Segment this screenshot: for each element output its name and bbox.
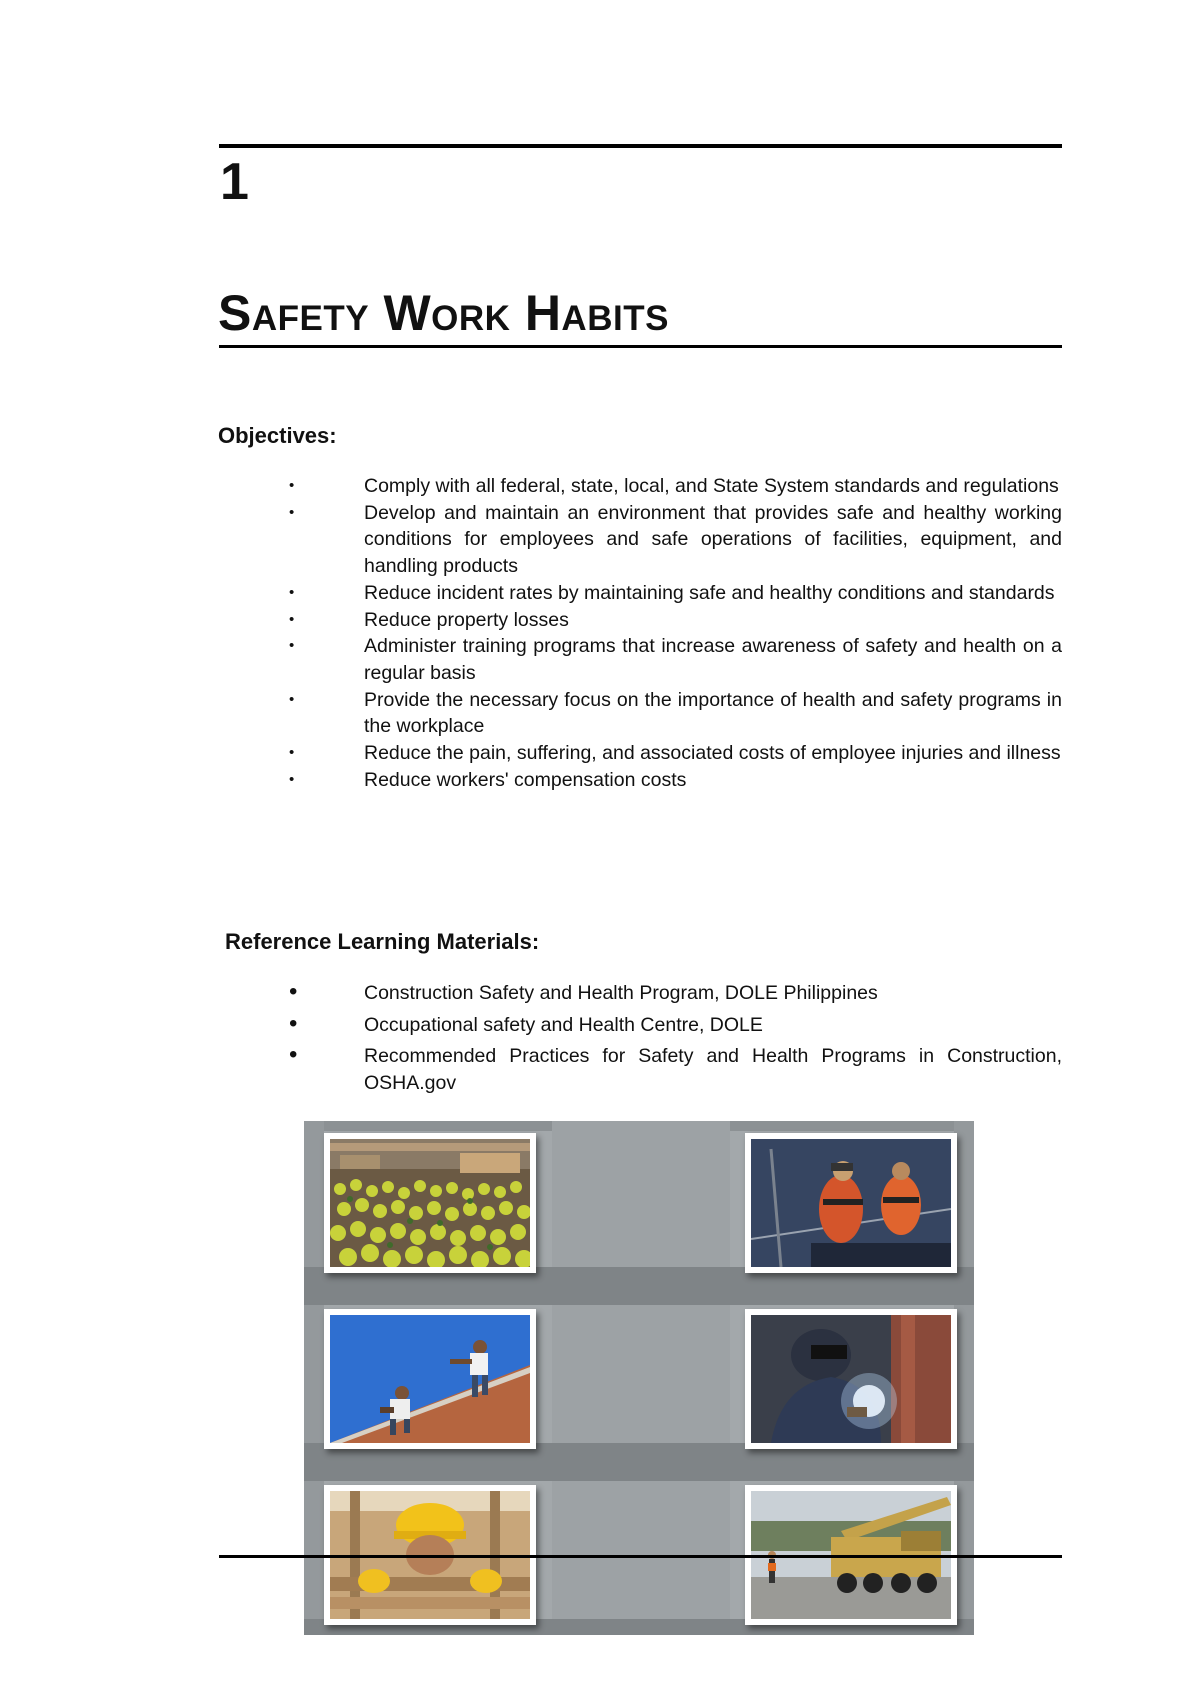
objective-text: Reduce workers' compensation costs	[364, 768, 687, 791]
objective-text: Comply with all federal, state, local, and State System standards and regulations	[364, 475, 1059, 497]
reference-item	[280, 1043, 1062, 1096]
bullet-icon: •	[289, 637, 295, 655]
objective-text: Reduce incident rates by maintaining safe and healthy conditions and standards	[364, 581, 1055, 604]
page-bottom-rule	[219, 1555, 1062, 1558]
chapter-title-rule	[219, 345, 1062, 348]
objective-text: Reduce property losses	[364, 608, 569, 631]
chapter-top-rule	[219, 144, 1062, 148]
objective-item	[280, 607, 1062, 634]
bullet-icon: •	[289, 1041, 298, 1069]
reference-text: Occupational safety and Health Centre, DOLE	[364, 1013, 763, 1036]
reference-item	[280, 1009, 1062, 1039]
objectives-heading: Objectives:	[218, 423, 337, 448]
objective-item	[280, 500, 1062, 580]
welder-image	[751, 1315, 951, 1443]
objective-item	[280, 687, 1062, 740]
bullet-icon: •	[289, 503, 295, 521]
bullet-icon: •	[289, 978, 298, 1005]
chapter-title: Safety Work Habits	[218, 285, 669, 341]
objective-item	[280, 740, 1062, 767]
bullet-icon: •	[289, 770, 295, 788]
objectives-list	[280, 473, 1062, 793]
reference-item	[280, 980, 1062, 1007]
objective-text: Provide the necessary focus on the importance of health and safety programs in the workplace	[364, 688, 1062, 738]
photo-welder	[745, 1309, 957, 1449]
references-list	[280, 980, 1062, 1102]
bullet-icon: •	[289, 477, 295, 494]
reference-text: Construction Safety and Health Program, DOLE Philippines	[364, 982, 878, 1004]
photo-worker-crowd	[324, 1133, 536, 1273]
objective-text: Administer training programs that increase awareness of safety and health on a regular basis	[364, 635, 1062, 684]
objective-item	[280, 767, 1062, 794]
bullet-icon: •	[289, 1009, 298, 1037]
bullet-icon: •	[289, 744, 295, 762]
reference-text: Recommended Practices for Safety and Health Programs in Construction, OSHA.gov	[364, 1045, 1062, 1095]
objective-item	[280, 633, 1062, 686]
worker-crowd-image	[330, 1139, 530, 1267]
chapter-number: 1	[220, 153, 249, 211]
photo-harness-workers	[745, 1133, 957, 1273]
references-heading: Reference Learning Materials:	[225, 929, 540, 954]
roofers-image	[330, 1315, 530, 1443]
objective-item	[280, 473, 1062, 500]
objective-text: Develop and maintain an environment that provides safe and healthy working conditions for employees and safe operations of facilities, equipment, and handling products	[364, 501, 1062, 578]
harness-workers-image	[751, 1139, 951, 1267]
bullet-icon: •	[289, 690, 295, 708]
bullet-icon: •	[289, 610, 295, 628]
objective-text: Reduce the pain, suffering, and associated costs of employee injuries and illness	[364, 742, 1061, 765]
objective-item	[280, 580, 1062, 607]
bullet-icon: •	[289, 583, 295, 601]
photo-roofers	[324, 1309, 536, 1449]
